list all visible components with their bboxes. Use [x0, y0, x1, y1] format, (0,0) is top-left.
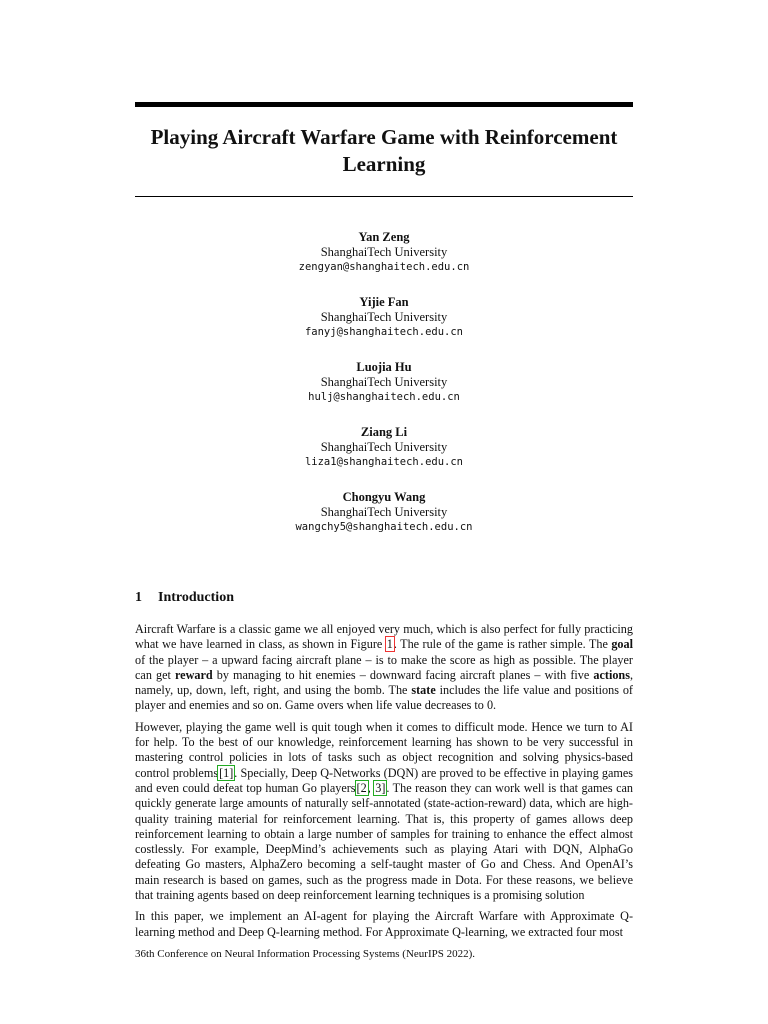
citation-link[interactable]: [2	[356, 780, 367, 795]
section-title: Introduction	[158, 590, 234, 605]
author-affiliation: ShanghaiTech University	[320, 375, 448, 389]
author-email: wangchy5@shanghaitech.edu.cn	[295, 521, 473, 533]
text-run: ,	[367, 780, 375, 795]
text-run: Aircraft Warfare is a classic game we all enjoyed very much, which is also perfect for fully practicing what we have learned in class, as shown in Figure	[135, 622, 633, 652]
author-affiliation: ShanghaiTech University	[320, 505, 448, 519]
author-affiliation: ShanghaiTech University	[320, 245, 448, 259]
author-email: fanyj@shanghaitech.edu.cn	[304, 326, 464, 338]
conference-footer: 36th Conference on Neural Information Processing Systems (NeurIPS 2022).	[135, 948, 476, 960]
body-text	[135, 622, 633, 946]
section-number: 1	[135, 590, 142, 605]
text-run: However, playing the game well is quit tough when it comes to difficult mode. Hence we turn to AI for help. To the best of our knowledge, reinforcement learning has shown to be very successful in mastering control policies in lots of tasks such as object recognition and solving physics-based control problems	[135, 719, 633, 780]
citation-link[interactable]: [1]	[219, 765, 234, 780]
author-affiliation: ShanghaiTech University	[320, 440, 448, 454]
author-block	[135, 490, 633, 555]
text-run: . Specially, Deep Q-Networks (DQN) are proved to be effective in playing games and even could defeat top human Go players	[135, 765, 633, 795]
figure-reference-link[interactable]: 1	[386, 637, 393, 652]
paper-title: Playing Aircraft Warfare Game with Reinforcement Learning	[150, 125, 618, 176]
author-block	[135, 425, 633, 490]
section-heading	[135, 590, 234, 606]
bold-term: goal	[611, 637, 633, 652]
citation-link[interactable]: 3]	[375, 780, 386, 795]
text-run: includes the life value and positions of player and enemies and so on. Game overs when life value decreases to 0.	[135, 683, 633, 713]
bold-term: state	[411, 683, 436, 698]
paragraph	[135, 720, 633, 904]
author-name: Chongyu Wang	[342, 490, 426, 504]
author-name: Luojia Hu	[356, 360, 412, 374]
paragraph: In this paper, we implement an AI-agent for playing the Aircraft Warfare with Approximate Q-learning method and Deep Q-learning method. For Approximate Q-learning, we extracted four most	[135, 909, 633, 939]
text-run: of the player – a upward facing aircraft plane – is to make the score as high as possible. The player can get	[135, 652, 633, 682]
author-name: Yijie Fan	[359, 295, 409, 309]
text-run: by managing to hit enemies – downward facing aircraft planes – with five	[212, 667, 594, 682]
author-name: Ziang Li	[360, 425, 408, 439]
text-run: . The rule of the game is rather simple. The	[393, 637, 612, 652]
text-run: , namely, up, down, left, right, and using the bomb. The	[135, 667, 633, 698]
author-affiliation: ShanghaiTech University	[320, 310, 448, 324]
bold-term: reward	[174, 667, 213, 682]
author-list	[135, 230, 633, 555]
author-name: Yan Zeng	[358, 230, 410, 244]
title-bottom-rule	[135, 196, 633, 197]
author-email: liza1@shanghaitech.edu.cn	[304, 456, 464, 468]
author-email: hulj@shanghaitech.edu.cn	[308, 391, 460, 403]
author-block	[135, 295, 633, 360]
author-block	[135, 360, 633, 425]
paragraph	[135, 622, 633, 714]
bold-term: actions	[593, 667, 630, 682]
author-block	[135, 230, 633, 295]
text-run: . The reason they can work well is that games can quickly generate large amounts of naturally self-annotated (state-action-reward) data, which are high-quality training material for reinforcement learning. That is, this property of games allows deep reinforcement learning to obtain a large number of samples for training to enhance the effect almost costlessly. For example, DeepMind’s achievements such as playing Atari with DQN, AlphaGo defeating Go masters, AlphaZero becoming a self-taught master of Go and Chess. And OpenAI’s main research is based on games, such as the progress made in Dota. For these reasons, we believe that training agents based on deep reinforcement learning techniques is a promising solution	[135, 780, 633, 903]
author-email: zengyan@shanghaitech.edu.cn	[298, 261, 470, 273]
paper-page	[135, 0, 633, 1024]
title-top-rule	[135, 102, 633, 107]
